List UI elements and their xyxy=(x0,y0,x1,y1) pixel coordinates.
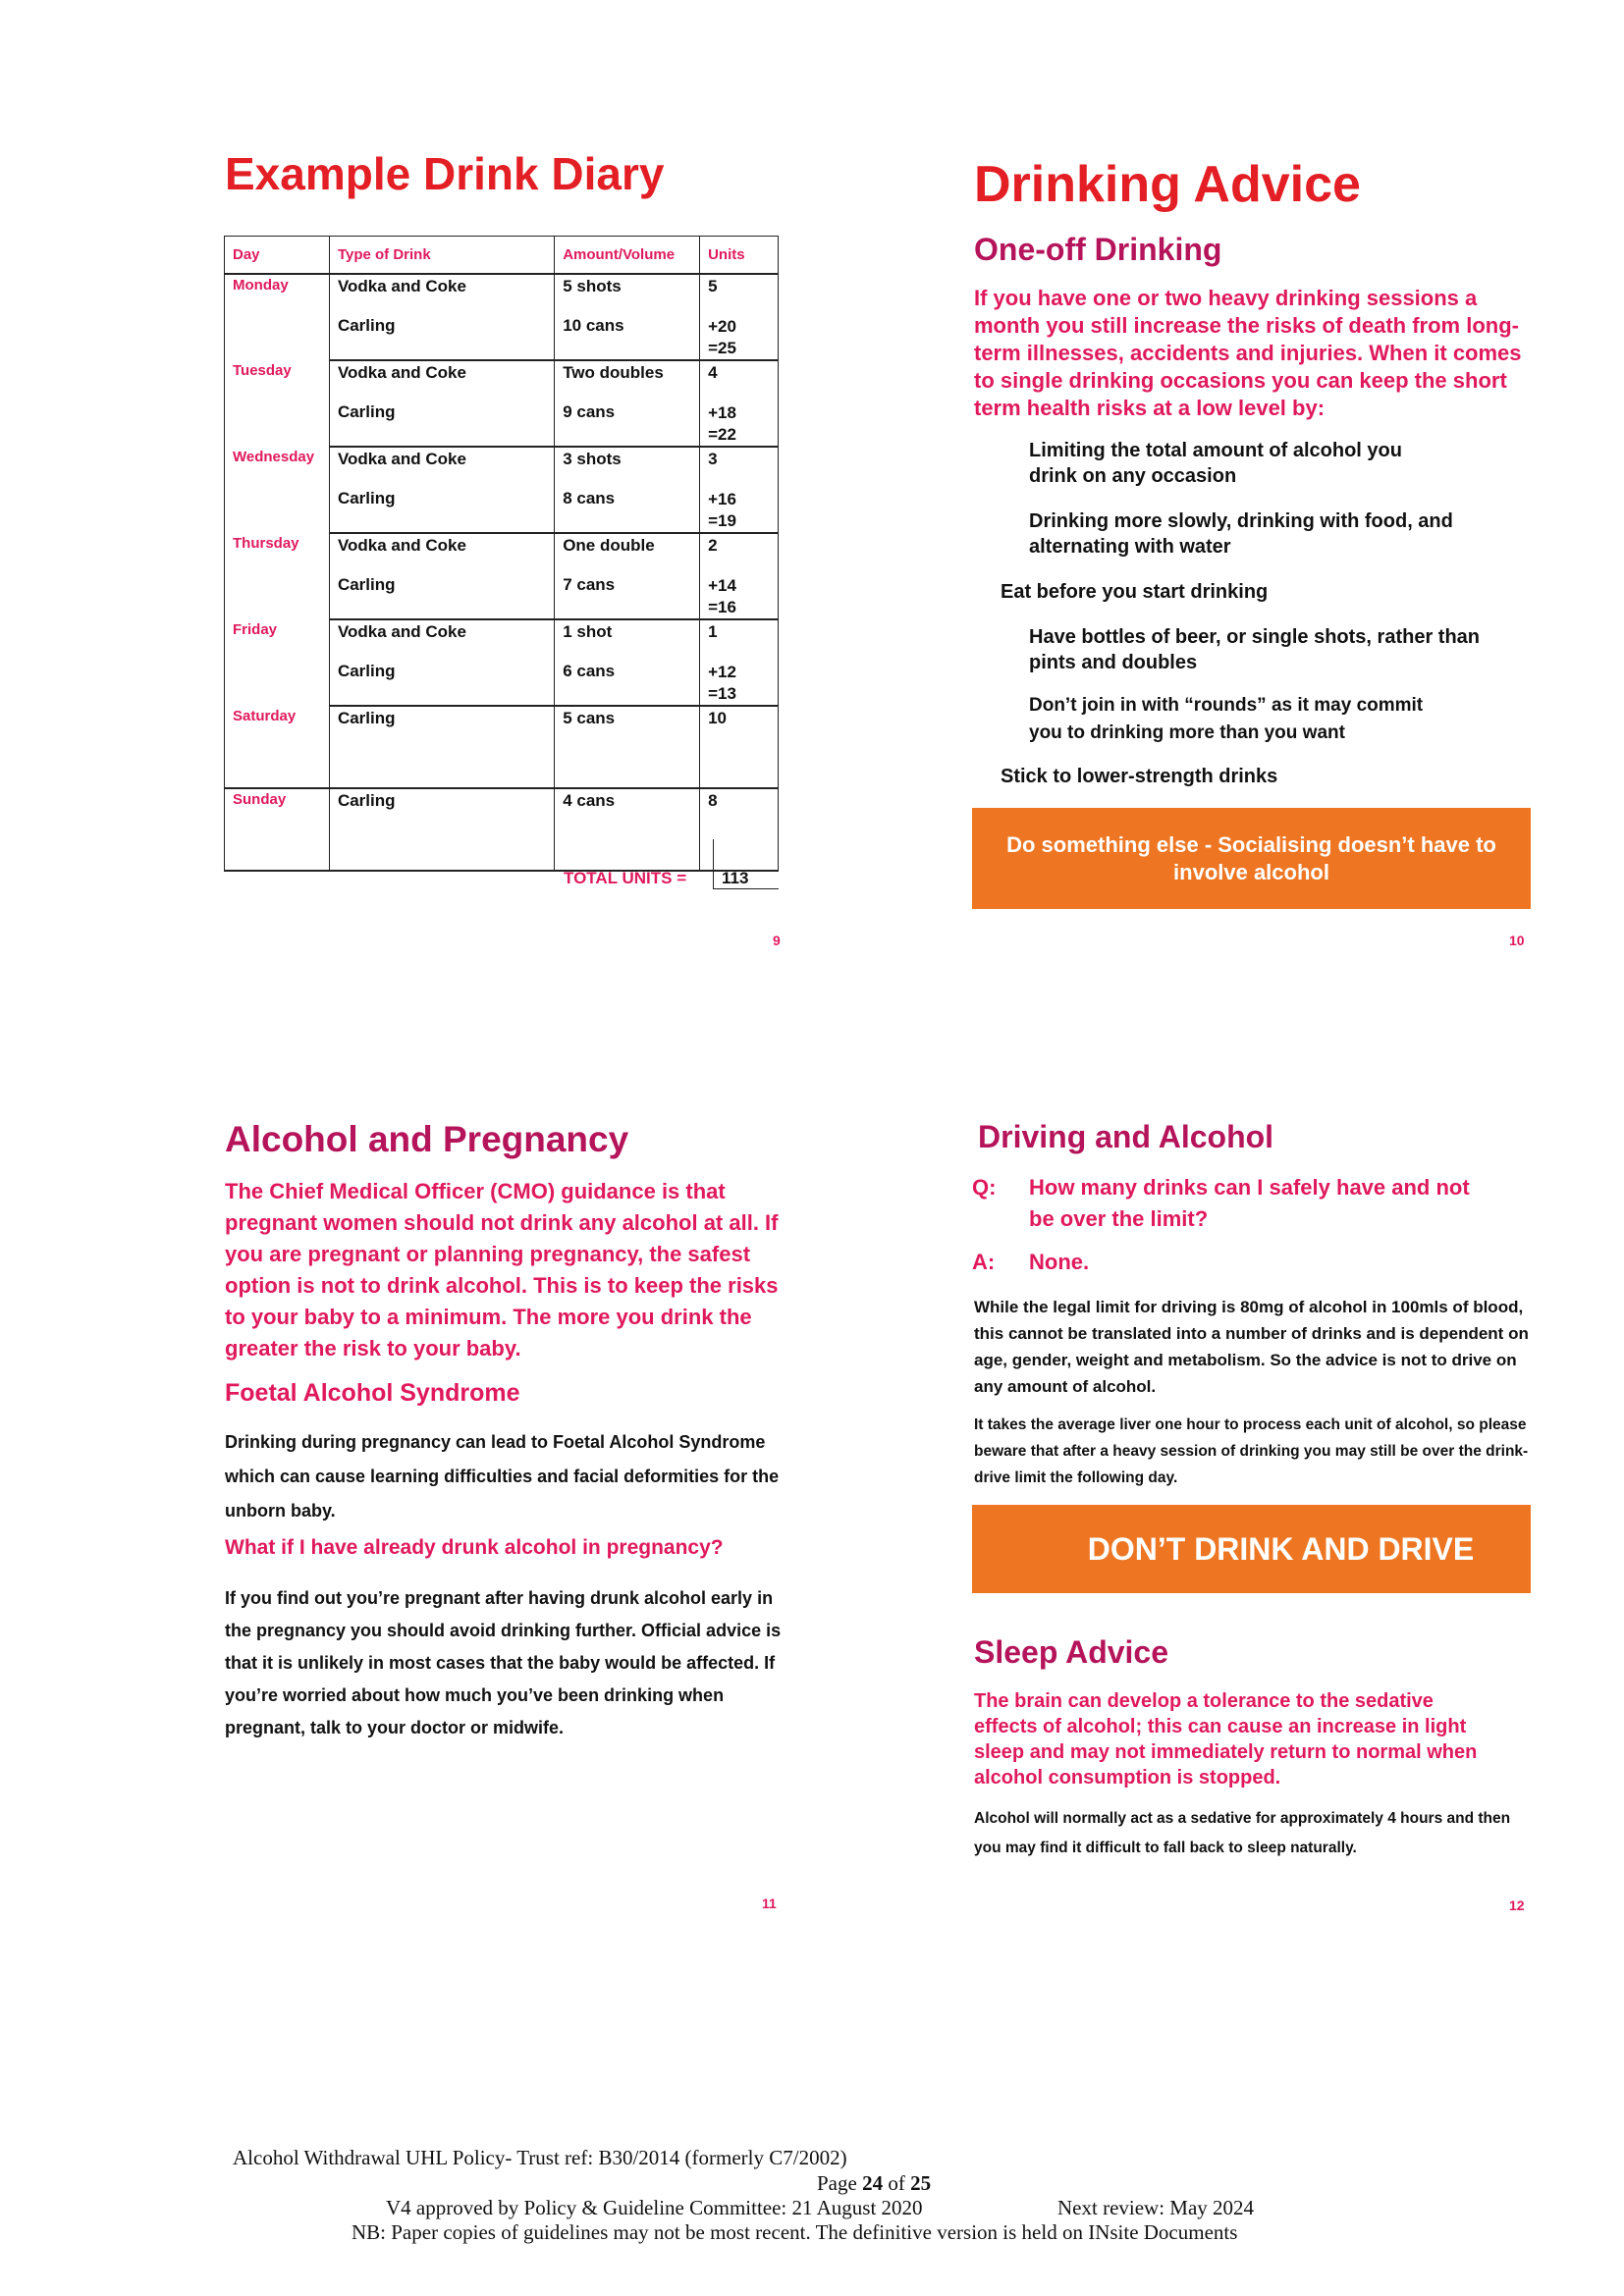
table-row xyxy=(225,706,779,788)
pregnancy-intro: The Chief Medical Officer (CMO) guidance is that pregnant women should not drink any alcohol at all. If you are pregnant or planning pregnancy, the safest option is not to drink alcohol. This is to keep the risks to your baby to a minimum. The more you drink the greater the risk to your baby. xyxy=(225,1179,779,1361)
drink-cell: Carling xyxy=(329,312,554,360)
footer-policy: Alcohol Withdrawal UHL Policy- Trust ref: B30/2014 (formerly C7/2002) xyxy=(233,2146,847,2169)
column-header: Type of Drink xyxy=(329,237,554,275)
amount-cell: 4 cans xyxy=(555,788,700,871)
driving-liver-text: It takes the average liver one hour to process each unit of alcohol, so please beware that after a heavy session of drinking you may still be over the drink-drive limit the following day. xyxy=(974,1416,1529,1486)
socialising-callout-text: Do something else - Socialising doesn’t have to involve alcohol xyxy=(1006,831,1496,884)
page-number: 9 xyxy=(773,933,781,948)
units-cell: 8 xyxy=(700,788,779,871)
units-total: =13 xyxy=(708,684,736,703)
footer-note: NB: Paper copies of guidelines may not be most recent. The definitive version is held on INsite Documents xyxy=(352,2220,1238,2244)
already-drunk-question: What if I have already drunk alcohol in pregnancy? xyxy=(225,1536,724,1559)
amount-cell: 1 shot xyxy=(555,619,700,658)
driving-title: Driving and Alcohol xyxy=(978,1119,1274,1154)
page-number: 10 xyxy=(1509,933,1525,948)
units-added: +14 xyxy=(708,576,736,595)
question-label: Q: xyxy=(972,1175,997,1200)
drink-cell: Vodka and Coke xyxy=(329,533,554,571)
answer-label: A: xyxy=(972,1250,996,1274)
fas-heading: Foetal Alcohol Syndrome xyxy=(225,1379,520,1407)
page-number: 11 xyxy=(762,1896,777,1911)
units-cell: 1 xyxy=(700,619,779,658)
day-cell: Monday xyxy=(225,274,330,360)
sleep-advice-intro: The brain can develop a tolerance to the sedative effects of alcohol; this can cause an increase in light sleep and may not immediately return to normal when alcohol consumption is stopped. xyxy=(974,1690,1478,1789)
socialising-callout xyxy=(972,808,1531,909)
units-total: =19 xyxy=(708,511,736,530)
sleep-advice-heading: Sleep Advice xyxy=(974,1634,1169,1670)
total-units-label: TOTAL UNITS = xyxy=(564,869,687,887)
total-units-value: 113 xyxy=(722,869,749,887)
table-row xyxy=(225,533,779,571)
drink-cell: Vodka and Coke xyxy=(329,447,554,485)
units-cell xyxy=(700,399,779,447)
column-header: Day xyxy=(225,237,330,275)
advice-tip: Stick to lower-strength drinks xyxy=(1001,766,1278,787)
table-row xyxy=(225,447,779,485)
footer-page-of: of xyxy=(888,2171,905,2195)
drink-cell: Carling xyxy=(329,399,554,447)
amount-cell: Two doubles xyxy=(555,360,700,399)
footer-page-total: 25 xyxy=(910,2171,932,2195)
table-row xyxy=(225,274,779,312)
amount-cell: 10 cans xyxy=(555,312,700,360)
day-cell: Friday xyxy=(225,619,330,706)
footer-page-current: 24 xyxy=(862,2171,884,2195)
units-cell xyxy=(700,658,779,706)
table-row xyxy=(225,619,779,658)
advice-tip: Limiting the total amount of alcohol you drink on any occasion xyxy=(1029,440,1402,487)
advice-tip: Have bottles of beer, or single shots, rather than pints and doubles xyxy=(1029,626,1480,673)
table-row xyxy=(225,360,779,399)
driving-answer: None. xyxy=(1029,1250,1090,1274)
amount-cell: One double xyxy=(555,533,700,571)
dont-drink-and-drive-callout xyxy=(972,1505,1531,1593)
drink-cell: Vodka and Coke xyxy=(329,360,554,399)
amount-cell: 5 cans xyxy=(555,706,700,788)
column-header: Units xyxy=(700,237,779,275)
amount-cell: 8 cans xyxy=(555,485,700,533)
one-off-drinking-intro: If you have one or two heavy drinking sessions a month you still increase the risks of death from long-term illnesses, accidents and injuries. When it comes to single drinking occasions you can keep the short term health risks at a low level by: xyxy=(974,286,1522,420)
day-cell: Wednesday xyxy=(225,447,330,533)
amount-cell: 9 cans xyxy=(555,399,700,447)
table-row xyxy=(225,788,779,871)
units-cell: 10 xyxy=(700,706,779,788)
advice-tip: Drinking more slowly, drinking with food, and alternating with water xyxy=(1029,510,1453,558)
advice-tip: Don’t join in with “rounds” as it may commit you to drinking more than you want xyxy=(1029,695,1424,743)
amount-cell: 6 cans xyxy=(555,658,700,706)
driving-legal-limit-text: While the legal limit for driving is 80mg of alcohol in 100mls of blood, this cannot be translated into a number of drinks and is dependent on age, gender, weight and metabolism. So the advice is not to drive on any amount of alcohol. xyxy=(974,1298,1529,1396)
footer-page-prefix: Page xyxy=(817,2171,857,2195)
units-cell xyxy=(700,485,779,533)
drink-diary-title: Example Drink Diary xyxy=(225,148,665,199)
amount-cell: 3 shots xyxy=(555,447,700,485)
fas-text: Drinking during pregnancy can lead to Foetal Alcohol Syndrome which can cause learning difficulties and facial deformities for the unborn baby. xyxy=(225,1432,780,1521)
drink-cell: Vodka and Coke xyxy=(329,274,554,312)
footer-review: Next review: May 2024 xyxy=(1057,2196,1255,2219)
units-cell xyxy=(700,312,779,360)
units-cell xyxy=(700,571,779,619)
day-cell: Sunday xyxy=(225,788,330,871)
units-added: +12 xyxy=(708,663,736,681)
dont-drink-and-drive-text: DON’T DRINK AND DRIVE xyxy=(1087,1530,1475,1567)
units-added: +16 xyxy=(708,490,736,508)
drink-cell: Carling xyxy=(329,658,554,706)
drink-cell: Vodka and Coke xyxy=(329,619,554,658)
one-off-drinking-heading: One-off Drinking xyxy=(974,232,1222,267)
already-drunk-answer: If you find out you’re pregnant after having drunk alcohol early in the pregnancy you should avoid drinking further. Official advice is that it is unlikely in most cases that the baby would be affected. If you’re worried about how much you’ve been drinking when pregnant, talk to your doctor or midwife. xyxy=(225,1588,782,1737)
amount-cell: 7 cans xyxy=(555,571,700,619)
drinking-advice-title: Drinking Advice xyxy=(974,156,1361,213)
units-cell: 5 xyxy=(700,274,779,312)
driving-question: How many drinks can I safely have and not be over the limit? xyxy=(1029,1175,1470,1231)
day-cell: Tuesday xyxy=(225,360,330,447)
advice-tip: Eat before you start drinking xyxy=(1001,581,1269,603)
drink-cell: Carling xyxy=(329,571,554,619)
units-added: +18 xyxy=(708,403,736,422)
units-total: =25 xyxy=(708,339,736,357)
units-cell: 3 xyxy=(700,447,779,485)
drink-cell: Carling xyxy=(329,485,554,533)
drink-cell: Carling xyxy=(329,706,554,788)
pregnancy-title: Alcohol and Pregnancy xyxy=(225,1119,629,1159)
footer-approval: V4 approved by Policy & Guideline Committee: 21 August 2020 xyxy=(386,2196,923,2219)
column-header: Amount/Volume xyxy=(555,237,700,275)
day-cell: Thursday xyxy=(225,533,330,619)
drink-diary-table xyxy=(224,236,779,872)
footer-page-indicator xyxy=(817,2171,931,2196)
units-total: =16 xyxy=(708,598,736,616)
day-cell: Saturday xyxy=(225,706,330,788)
units-total: =22 xyxy=(708,425,736,444)
drink-cell: Carling xyxy=(329,788,554,871)
page-number: 12 xyxy=(1509,1897,1525,1913)
table-header-row xyxy=(225,237,779,275)
sleep-advice-text: Alcohol will normally act as a sedative for approximately 4 hours and then you may find it difficult to fall back to sleep naturally. xyxy=(974,1810,1511,1856)
units-cell: 2 xyxy=(700,533,779,571)
units-added: +20 xyxy=(708,317,736,336)
amount-cell: 5 shots xyxy=(555,274,700,312)
units-cell: 4 xyxy=(700,360,779,399)
